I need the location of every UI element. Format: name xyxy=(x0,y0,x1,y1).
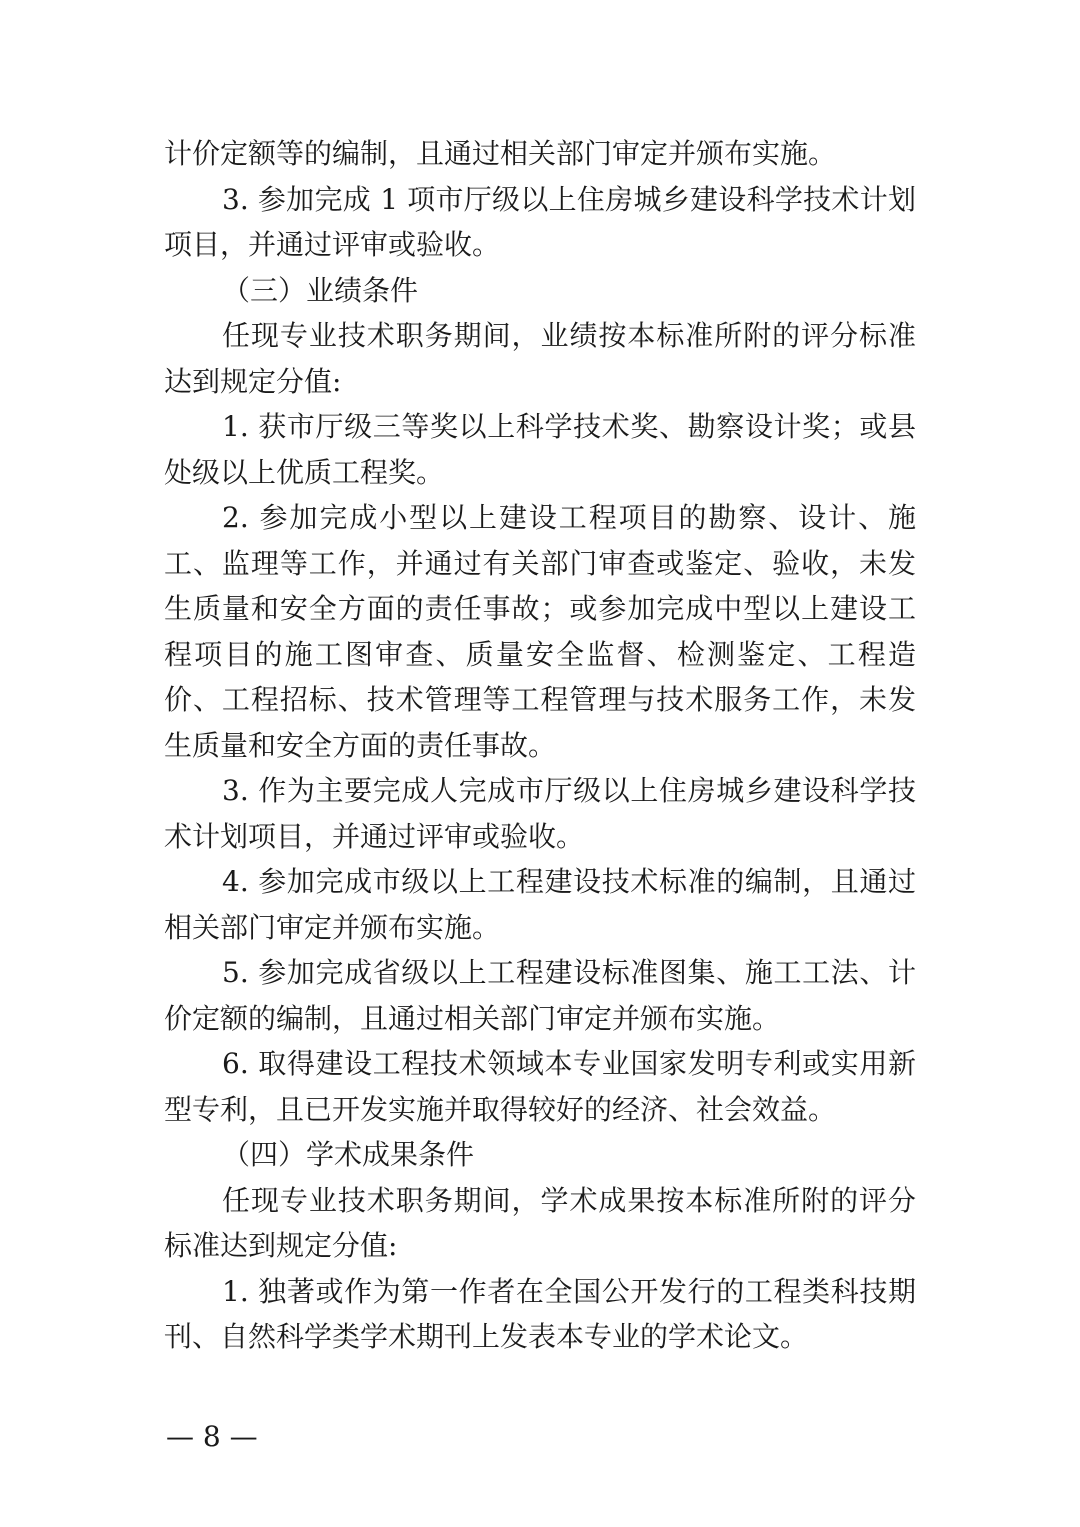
paragraph-performance-item-5: 5. 参加完成省级以上工程建设标准图集、施工工法、计价定额的编制，且通过相关部门审定并颁布实施。 xyxy=(164,956,916,1035)
paragraph-performance-item-4: 4. 参加完成市级以上工程建设技术标准的编制，且通过相关部门审定并颁布实施。 xyxy=(164,865,916,944)
paragraph-performance-item-6: 6. 取得建设工程技术领域本专业国家发明专利或实用新型专利，且已开发实施并取得较好的经济、社会效益。 xyxy=(164,1047,916,1126)
section-heading-performance-conditions: （三）业绩条件 xyxy=(222,273,419,307)
paragraph-performance-item-1: 1. 获市厅级三等奖以上科学技术奖、勘察设计奖；或县处级以上优质工程奖。 xyxy=(164,410,916,489)
paragraph-academic-item-1: 1. 独著或作为第一作者在全国公开发行的工程类科技期刊、自然科学类学术期刊上发表本专业的学术论文。 xyxy=(164,1274,916,1353)
paragraph-continuation: 计价定额等的编制，且通过相关部门审定并颁布实施。 xyxy=(164,137,837,170)
paragraph-performance-intro: 任现专业技术职务期间，业绩按本标准所附的评分标准达到规定分值: xyxy=(164,319,916,398)
document-body xyxy=(164,131,916,1360)
paragraph-item-3-first-section: 3. 参加完成 1 项市厅级以上住房城乡建设科学技术计划项目，并通过评审或验收。 xyxy=(164,182,916,261)
section-heading-academic-achievements: （四）学术成果条件 xyxy=(222,1138,475,1171)
paragraph-performance-item-3: 3. 作为主要完成人完成市厅级以上住房城乡建设科学技术计划项目，并通过评审或验收。 xyxy=(164,774,916,853)
paragraph-performance-item-2: 2. 参加完成小型以上建设工程项目的勘察、设计、施工、监理等工作，并通过有关部门审查或鉴定、验收，未发生质量和安全方面的责任事故；或参加完成中型以上建设工程项目的施工图审查、质量安全监督、检测鉴定、工程造价、工程招标、技术管理等工程管理与技术服务工作，未发生质量和安全方面的责任事故。 xyxy=(164,501,916,762)
paragraph-academic-intro: 任现专业技术职务期间，学术成果按本标准所附的评分标准达到规定分值: xyxy=(164,1183,916,1262)
page-number: — 8 — xyxy=(166,1420,258,1453)
